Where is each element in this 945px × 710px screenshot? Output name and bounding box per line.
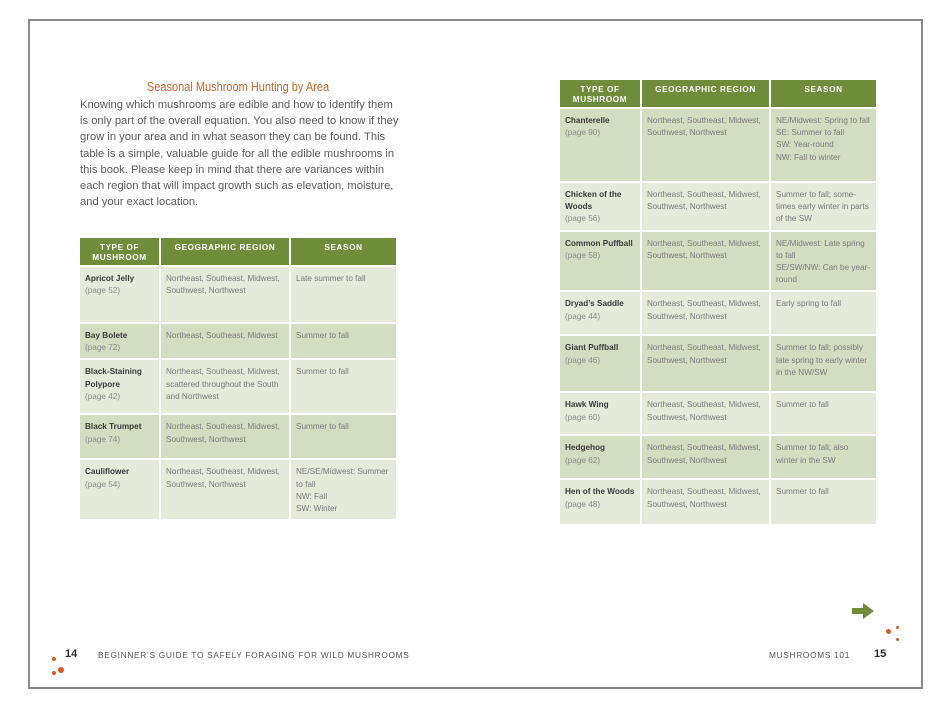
season-line: Summer to fall; also winter in the SW: [776, 443, 849, 465]
season-line: Summer to fall: [296, 331, 349, 340]
mushroom-name: Hawk Wing: [565, 400, 609, 410]
table-row: [80, 414, 396, 459]
page-reference: (page 46): [565, 355, 601, 365]
mushroom-cell: [560, 231, 641, 292]
region-cell: Northeast, Southeast, Midwest, Southwest, Northwest: [160, 266, 290, 323]
mushroom-cell: [80, 266, 160, 323]
season-cell: [290, 359, 396, 414]
mushroom-cell: [80, 359, 160, 414]
season-cell: [770, 335, 876, 392]
region-cell: Northeast, Southeast, Midwest, Southwest, Northwest: [641, 392, 770, 435]
mushroom-cell: [560, 108, 641, 182]
season-line: Summer to fall: [776, 487, 829, 497]
table-row: [80, 459, 396, 519]
page-number-right: 15: [874, 648, 887, 660]
mushroom-name: Black-Staining Polypore: [85, 367, 142, 389]
season-line: SE: Summer to fall: [776, 128, 845, 138]
mushroom-name: Chicken of the Woods: [565, 190, 622, 212]
page-reference: (page 72): [85, 343, 121, 353]
region-cell: Northeast, Southeast, Midwest, Southwest, Northwest: [641, 291, 770, 335]
mushroom-name: Apricot Jelly: [85, 274, 135, 283]
header-region: GEOGRAPHIC REGION: [641, 80, 770, 108]
region-cell: Northeast, Southeast, Midwest: [160, 323, 290, 359]
season-line: SE/SW/NW: Can be year-round: [776, 263, 871, 285]
page-number-left: 14: [65, 648, 78, 660]
table-row: [560, 291, 876, 335]
mushroom-name: Hedgehog: [565, 443, 606, 453]
page-reference: (page 56): [565, 214, 601, 224]
region-cell: Northeast, Southeast, Midwest, Southwest, Northwest: [641, 435, 770, 479]
mushroom-name: Dryad’s Saddle: [565, 299, 624, 309]
table-row: [560, 182, 876, 231]
season-line: Summer to fall: [776, 400, 829, 410]
season-line: Late summer to fall: [296, 274, 366, 283]
decorative-dot: [896, 626, 899, 629]
header-season: SEASON: [290, 238, 396, 266]
mushroom-name: Chanterelle: [565, 116, 610, 125]
table-row: [560, 108, 876, 182]
season-cell: [290, 414, 396, 459]
mushroom-cell: [80, 459, 160, 519]
mushroom-name: Bay Bolete: [85, 331, 128, 340]
region-cell: Northeast, Southeast, Midwest, Southwest, Northwest: [160, 414, 290, 459]
mushroom-cell: [560, 435, 641, 479]
page-reference: (page 54): [85, 479, 121, 489]
header-type: TYPE OF MUSHROOM: [560, 80, 641, 108]
running-title-left: BEGINNER’S GUIDE TO SAFELY FORAGING FOR WILD MUSHROOMS: [98, 650, 410, 660]
page-reference: (page 58): [565, 250, 601, 260]
mushroom-cell: [80, 414, 160, 459]
region-cell: Northeast, Southeast, Midwest, scattered throughout the South and Northwest: [160, 359, 290, 414]
mushroom-name: Hen of the Woods: [565, 487, 635, 497]
mushroom-cell: [560, 392, 641, 435]
table-row: [560, 335, 876, 392]
mushroom-cell: [560, 291, 641, 335]
season-line: Summer to fall: [296, 367, 349, 377]
mushroom-table-left: [80, 238, 396, 519]
mushroom-cell: [80, 323, 160, 359]
arrow-right-icon[interactable]: [851, 602, 875, 620]
season-line: NE/Midwest: Spring to fall: [776, 116, 870, 125]
table-row: [560, 479, 876, 524]
season-line: Summer to fall; possibly late spring to early winter in the NW/SW: [776, 343, 868, 377]
mushroom-cell: [560, 335, 641, 392]
table-header-row: [560, 80, 876, 108]
season-cell: [770, 108, 876, 182]
table-row: [560, 392, 876, 435]
mushroom-name: Common Puffball: [565, 238, 633, 248]
table-row: [560, 435, 876, 479]
table-row: [560, 231, 876, 292]
mushroom-cell: [560, 479, 641, 524]
page-reference: (page 52): [85, 286, 121, 296]
season-cell: [770, 479, 876, 524]
season-cell: [290, 323, 396, 359]
page-reference: (page 48): [565, 499, 601, 509]
region-cell: Northeast, Southeast, Midwest, Southwest, Northwest: [641, 231, 770, 292]
region-cell: Northeast, Southeast, Midwest, Southwest, Northwest: [641, 335, 770, 392]
decorative-dot: [52, 657, 56, 661]
mushroom-table-right: [560, 80, 876, 524]
section-title: Seasonal Mushroom Hunting by Area: [146, 80, 330, 94]
running-title-right: MUSHROOMS 101: [769, 650, 851, 660]
season-line: NW: Fall: [296, 491, 328, 501]
season-line: NW: Fall to winter: [776, 152, 841, 162]
region-cell: Northeast, Southeast, Midwest, Southwest, Northwest: [641, 108, 770, 182]
mushroom-name: Black Trumpet: [85, 422, 142, 432]
season-cell: [770, 182, 876, 231]
season-cell: [770, 291, 876, 335]
season-line: NE/SE/Midwest: Summer to fall: [296, 467, 389, 489]
season-cell: [770, 435, 876, 479]
decorative-dot: [886, 629, 891, 634]
decorative-dot: [58, 667, 64, 673]
season-line: Summer to fall: [296, 422, 349, 432]
header-region: GEOGRAPHIC REGION: [160, 238, 290, 266]
decorative-dot: [896, 638, 899, 641]
region-cell: Northeast, Southeast, Midwest, Southwest, Northwest: [641, 182, 770, 231]
mushroom-name: Cauliflower: [85, 467, 130, 477]
region-cell: Northeast, Southeast, Midwest, Southwest, Northwest: [160, 459, 290, 519]
season-cell: [290, 459, 396, 519]
season-cell: [770, 231, 876, 292]
season-line: SW: Winter: [296, 504, 338, 514]
table-header-row: [80, 238, 396, 266]
season-line: Early spring to fall: [776, 299, 842, 309]
header-type: TYPE OF MUSHROOM: [80, 238, 160, 266]
page-reference: (page 44): [565, 311, 601, 321]
page-reference: (page 42): [85, 391, 121, 401]
page-reference: (page 60): [565, 412, 601, 422]
header-season: SEASON: [770, 80, 876, 108]
table-row: [80, 266, 396, 323]
decorative-dot: [52, 671, 56, 675]
season-line: NE/Midwest: Late spring to fall: [776, 238, 865, 260]
region-cell: Northeast, Southeast, Midwest, Southwest, Northwest: [641, 479, 770, 524]
season-line: Summer to fall; some-times early winter in parts of the SW: [776, 190, 869, 224]
intro-paragraph: Knowing which mushrooms are edible and how to identify them is only part of the overall equation. You also need to know if they grow in your area and in what season they can be found. This table is a simple, valuable guide for all the edible mushrooms in this book. Please keep in mind that there are variances within each region that will impact growth such as elevation, moisture, and your exact location.: [80, 99, 399, 209]
season-cell: [770, 392, 876, 435]
table-row: [80, 359, 396, 414]
page-reference: (page 90): [565, 128, 601, 138]
page-reference: (page 74): [85, 434, 121, 444]
mushroom-name: Giant Puffball: [565, 343, 619, 353]
season-line: SW: Year-round: [776, 140, 834, 150]
page-reference: (page 62): [565, 455, 601, 465]
season-cell: [290, 266, 396, 323]
table-row: [80, 323, 396, 359]
mushroom-cell: [560, 182, 641, 231]
